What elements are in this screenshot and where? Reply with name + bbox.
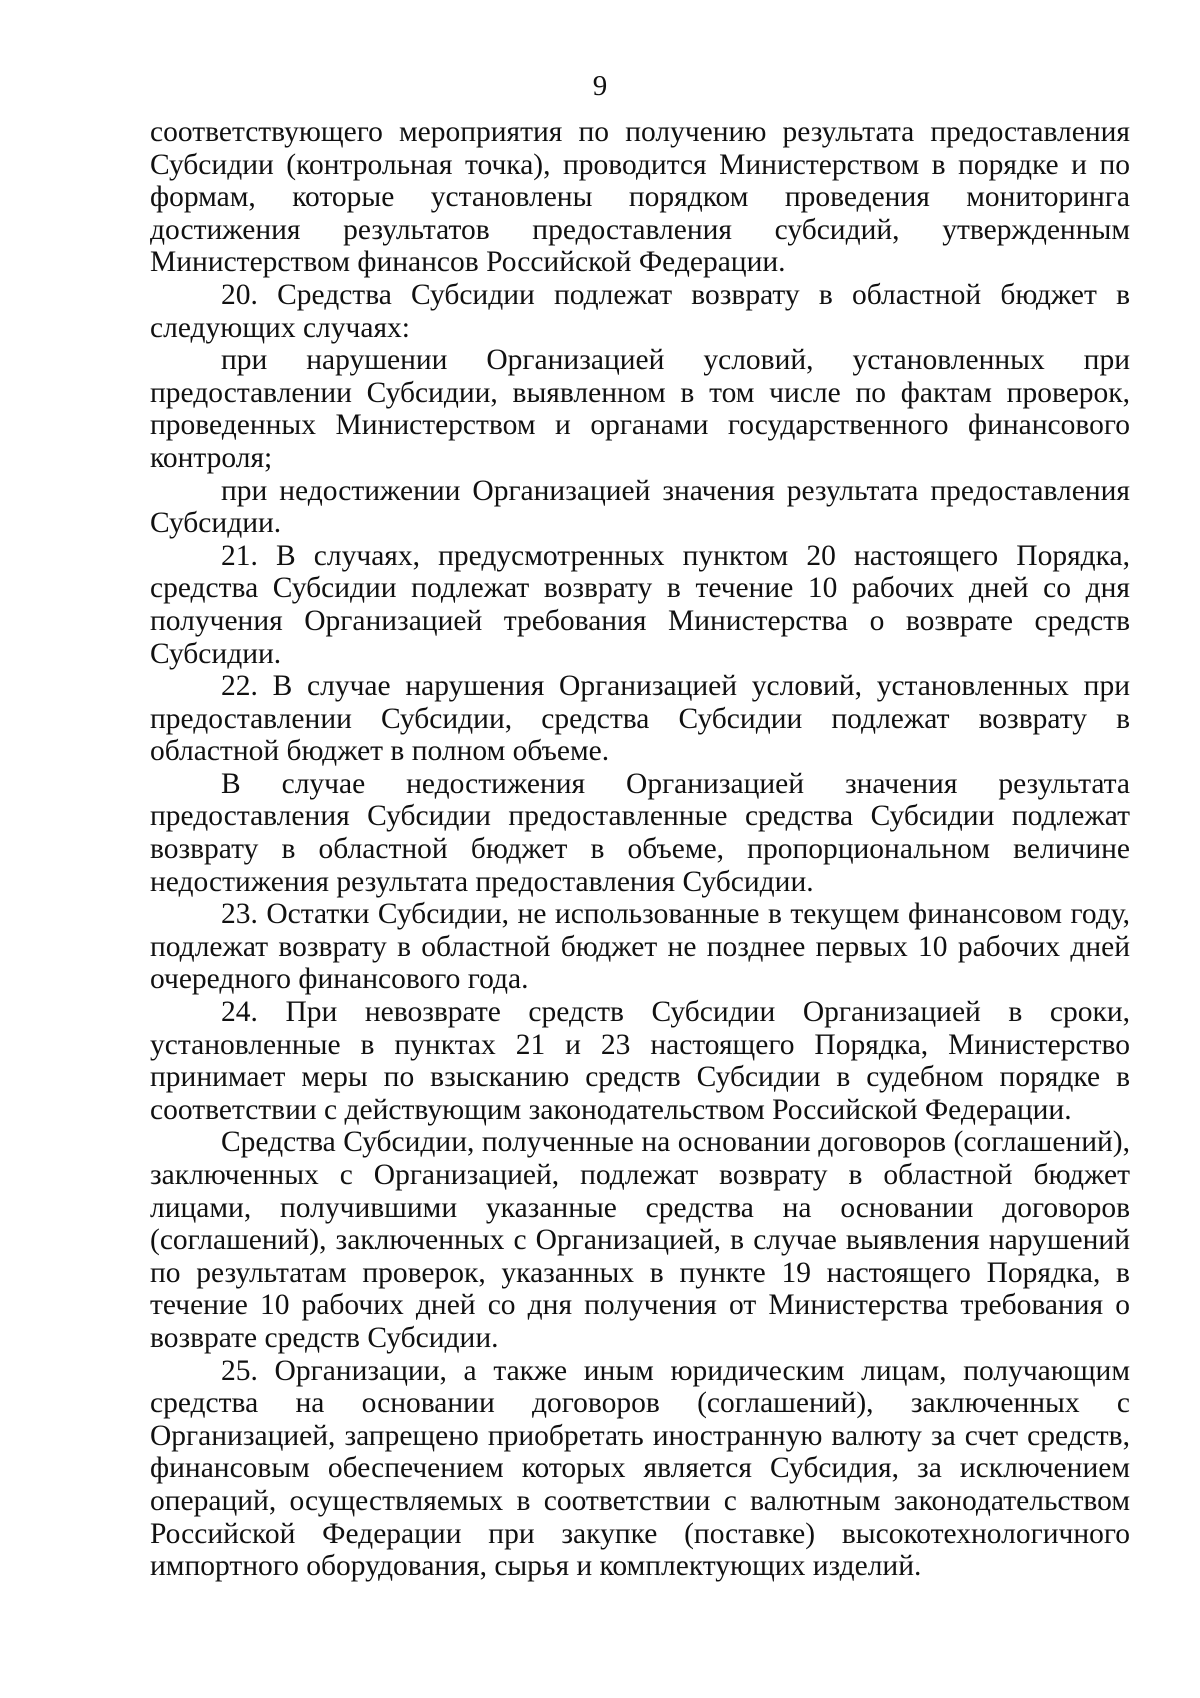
- document-body: [150, 116, 1130, 1583]
- page-number: 9: [592, 70, 608, 102]
- paragraph-item-22: 22. В случае нарушения Организацией условий, установленных при предоставлении Субсидии, средства Субсидии подлежат возврату в областной бюджет в полном объеме.: [150, 670, 1130, 768]
- paragraph-item-24: 24. При невозврате средств Субсидии Организацией в сроки, установленные в пунктах 21 и 23 настоящего Порядка, Министерство принимает меры по взысканию средств Субсидии в судебном порядке в соответствии с действующим законодательством Российской Федерации.: [150, 996, 1130, 1126]
- paragraph-item-22-proportional: В случае недостижения Организацией значения результата предоставления Субсидии предоставленные средства Субсидии подлежат возврату в областной бюджет в объеме, пропорциональном величине недостижения результата предоставления Субсидии.: [150, 767, 1130, 898]
- paragraph-item-24-third-parties: Средства Субсидии, полученные на основании договоров (соглашений), заключенных с Организацией, подлежат возврату в областной бюджет лицами, получившими указанные средства на основании договоров (соглашений), заключенных с Организацией, в случае выявления нарушений по результатам проверок, указанных в пункте 19 настоящего Порядка, в течение 10 рабочих дней со дня получения от Министерства требования о возврате средств Субсидии.: [150, 1126, 1130, 1354]
- paragraph-item-20: 20. Средства Субсидии подлежат возврату в областной бюджет в следующих случаях:: [150, 278, 1130, 344]
- paragraph-item-25: 25. Организации, а также иным юридическим лицам, получающим средства на основании договоров (соглашений), заключенных с Организацией, запрещено приобретать иностранную валюту за счет средств, финансовым обеспечением которых является Субсидия, за исключением операций, осуществляемых в соответствии с валютным законодательством Российской Федерации при закупке (поставке) высокотехнологичного импортного оборудования, сырья и комплектующих изделий.: [150, 1354, 1130, 1583]
- paragraph-continuation: соответствующего мероприятия по получению результата предоставления Субсидии (контрольная точка), проводится Министерством в порядке и по формам, которые установлены порядком проведения мониторинга достижения результатов предоставления субсидий, утвержденным Министерством финансов Российской Федерации.: [150, 116, 1130, 279]
- paragraph-item-20-case-violation: при нарушении Организацией условий, установленных при предоставлении Субсидии, выявленном в том числе по фактам проверок, проведенных Министерством и органами государственного финансового контроля;: [150, 344, 1130, 474]
- paragraph-item-23: 23. Остатки Субсидии, не использованные в текущем финансовом году, подлежат возврату в областной бюджет не позднее первых 10 рабочих дней очередного финансового года.: [150, 898, 1130, 996]
- paragraph-item-20-case-nonachievement: при недостижении Организацией значения результата предоставления Субсидии.: [150, 474, 1130, 540]
- paragraph-item-21: 21. В случаях, предусмотренных пунктом 20 настоящего Порядка, средства Субсидии подлежат возврату в течение 10 рабочих дней со дня получения Организацией требования Министерства о возврате средств Субсидии.: [150, 539, 1130, 670]
